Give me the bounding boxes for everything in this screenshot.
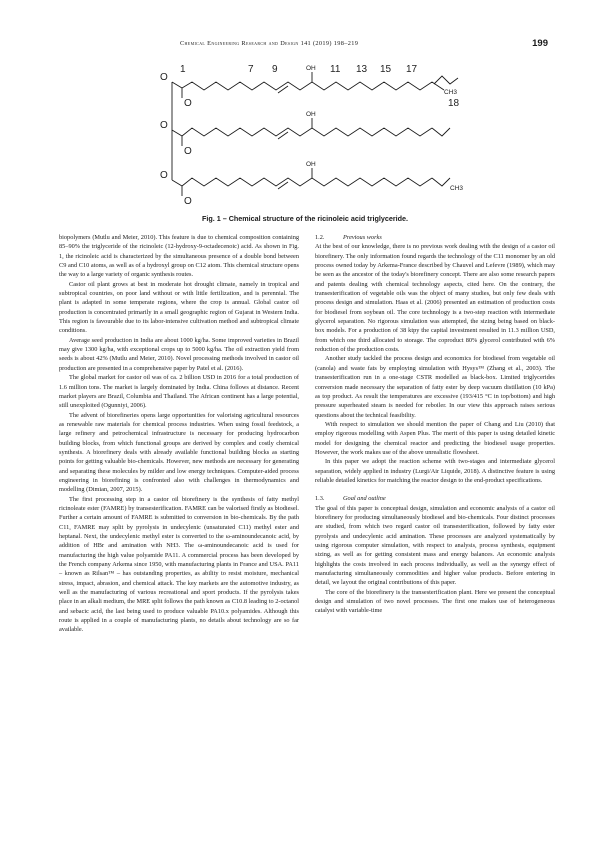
section-title: Goal and outline — [343, 495, 386, 503]
atom-label: OH — [306, 65, 316, 72]
carbon-number: 1 — [180, 64, 186, 75]
figure-caption: Fig. 1 – Chemical structure of the ricinoleic acid triglyceride. — [201, 214, 409, 223]
carbon-number: 11 — [330, 64, 341, 75]
paragraph: The goal of this paper is conceptual design, simulation and economic analysis of a castor oil biorefinery for producing simultaneously biodiesel and bio-chemicals. Four distinct processes are studied, from which two regard castor oil transesterification, followed by fatty ester pyrolysis and undecylenic acid amination. These processes are analyzed systematically by using rigorous computer simulation, with respect to analysis, process synthesis, equipment sizing, as well as for getting consistent mass and energy balances. An economic analysis highlights the costs involved in each process individually, as well as the synergy effect of manufacturing simultaneously commodities and higher value products. Before entering in detail, we layout the original contributions of this paper. — [315, 504, 555, 587]
carbon-number: 7 — [248, 64, 254, 75]
section-title: Previous works — [343, 234, 382, 241]
carbon-number: 18 — [448, 98, 460, 109]
atom-label: O — [184, 98, 192, 109]
atom-label: O — [184, 196, 192, 207]
triglyceride-structure-diagram — [150, 62, 470, 212]
paragraph: Another study tackled the process design and economics for biodiesel from vegetable oil (canola) and waste fats by employing simulation with Hysys™ (Zhang et al., 2003). The transesterification run in a one-stage CSTR modelled as black-box. Limited triglycerides conversion made necessary the separation of fatty ester by deep vacuum distillation (10 kPa) as top product. As result the temperatures are excessive (193/415 °C in top/bottom) and high pressure superheated steam is needed for reboiler. In our view this approach raises serious questions about the technical feasibility. — [315, 355, 555, 419]
paragraph: With respect to simulation we should mention the paper of Chang and Liu (2010) that employ rigorous modelling with Aspen Plus. The merit of this paper is using detailed kinetic model for designing the chemical reactor and predicting the biodiesel usage properties. However, the work makes use of the above unrealistic flowsheet. — [315, 420, 555, 456]
atom-label: OH — [306, 111, 316, 118]
right-column — [315, 233, 555, 616]
paragraph: The global market for castor oil was of ca. 2 billion USD in 2016 for a total production of 1.6 million tons. The market is largely dominated by India. China follows at distance. Recent market players are Brazil, Columbia and Thailand. The African continent has a large potential, still unexploited (Ogunniyi, 2006). — [59, 374, 299, 410]
page-number: 199 — [532, 38, 548, 49]
section-number: 1.3. — [315, 495, 325, 503]
atom-label: O — [184, 146, 192, 157]
carbon-number: 15 — [380, 64, 392, 75]
paragraph: Castor oil plant grows at best in moderate hot drought climate, namely in tropical and subtropical countries, on poor land without or with little fertilization, and is perennial. The plant is adapted in some temperate regions, where the crop is annual. Global castor oil production is concentrated primarily in a small geographic region of Gujarat in Western India. This region is favourable due to its labor-intensive cultivation method and subtropical climate conditions. — [59, 280, 299, 335]
atom-label: O — [160, 72, 168, 83]
atom-label: CH3 — [450, 185, 464, 192]
left-column — [59, 233, 299, 635]
carbon-number: 9 — [272, 64, 278, 75]
atom-label: CH3 — [444, 89, 458, 96]
figure-1-structure — [150, 62, 470, 212]
carbon-number: 17 — [406, 64, 418, 75]
paragraph: The first processing step in a castor oil biorefinery is the synthesis of fatty methyl ricinoleate ester (FAMRE) by transesterification. FAMRE can be valorised firstly as biodiesel. Further a certain amount of FAMRE is submitted to conversion in bio-chemicals. By the path C11, FAMRE may split by pyrolysis in undecylenic (unsaturated C11) methyl ester and heptanal. Next, the undecylenic methyl ester is converted to the ω-aminoundecanoic acid, by addition of HBr and amination with NH3. The ω-aminoundecanoic acid is used for manufacturing the high value polyamide PA11. A commercial process has been developed by the French company Arkema since 1950, with manufacturing plants in France and USA. PA11 – known as Rilsan™ – has outstanding properties, as ability to resist moisture, mechanical stress, impact, abrasion, and chemical attack. The key markets are the automotive industry, as well as the manufacturing of various recreational and sport products. If the pyrolysis takes place in an alkali medium, the MRE split follows the path known as C10.8 leading to 2-octanol and sebacic acid, the last being used to produce valuable PA10.x polyamides. Although this route is applied in a couple of manufacturing plants, no details about technology are so far available. — [59, 495, 299, 634]
paragraph: Average seed production in India are about 1000 kg/ha. Some improved varieties in Brazil may give 1300 kg/ha, with exceptional crops up to 5000 kg/ha. The oil extraction yield from seeds is about 42% (Mutlu and Meier, 2010). Novel processing methods involved in castor oil production are presented in a comprehensive paper by Patel et al. (2016). — [59, 336, 299, 372]
paragraph: The core of the biorefinery is the transesterification plant. Here we present the conceptual design and simulation of two novel processes. The first one makes use of heterogeneous catalyst with variable-time — [315, 588, 555, 615]
paragraph: biopolymers (Mutlu and Meier, 2010). This feature is due to chemical composition containing 85–90% the triglyceride of the ricinoleic (12-hydroxy-9-octadecenoic) acid. As shown in Fig. 1, the ricinoleic acid is characterized by the simultaneous presence of a double bond between C9 and C10 atoms, as well as of a hydroxyl group on C12 atom. This chemical structure opens the way to a large variety of organic synthesis routes. — [59, 234, 299, 279]
carbon-number: 13 — [356, 64, 368, 75]
paragraph: In this paper we adopt the reaction scheme with two-stages and intermediate glycerol separation, widely applied in industry (Lurgi/Air Liquide, 2018). A distinctive feature is using reliable detailed kinetics for matching the reactor design to the end-product specifications. — [315, 458, 555, 484]
atom-label: O — [160, 170, 168, 181]
atom-label: O — [160, 120, 168, 131]
section-heading — [315, 233, 555, 242]
paragraph: At the best of our knowledge, there is no previous work dealing with the design of a castor oil biorefinery. The only information found regards the technology of the C11 monomer by an old process owned today by Arkema-France described by Chauvel and Lefevre (1989), which may be seen as the ancestor of the today's biorefinery concept. There are also some research papers and patents dealing with chemical technology aspects, cited here. On the contrary, the transesterification of vegetable oils was the object of many studies, but only few deals with process design and simulation. Haas et al. (2006) presented an estimation of production costs for biodiesel from soybean oil. The core technology is a two-step reaction with intermediate glycerol separation. No rigorous simulation was attempted, the sizing being based on black-box models. For a production of 38 ktpy the capital investment resulted in 11.3 million USD, from which one third allocated to storage. The coproduct 80% glycerol contributed with 6% reduction of the production costs. — [315, 243, 555, 354]
section-heading — [315, 494, 555, 503]
section-number: 1.2. — [315, 234, 325, 241]
paragraph: The advent of biorefineries opens large opportunities for valorising agricultural resources as renewable raw materials for chemical process industries. When using fossil feedstock, a large refinery and petrochemical infrastructure is necessary for producing hydrocarbon building blocks, from which functional groups are derived by complex and costly chemical synthesis. A biorefinery deals with already available functional building blocks as starting points for getting valuable bio-chemicals. However, new methods are necessary for generating and separating these molecules by milder and low energy techniques. Computer-aided process engineering in biorefining is confronted also with challenges in thermodynamics and modelling (Dimian, 2007, 2015). — [59, 411, 299, 494]
running-header: Chemical Engineering Research and Design 141 (2019) 198–219 — [180, 40, 359, 47]
atom-label: OH — [306, 161, 316, 168]
